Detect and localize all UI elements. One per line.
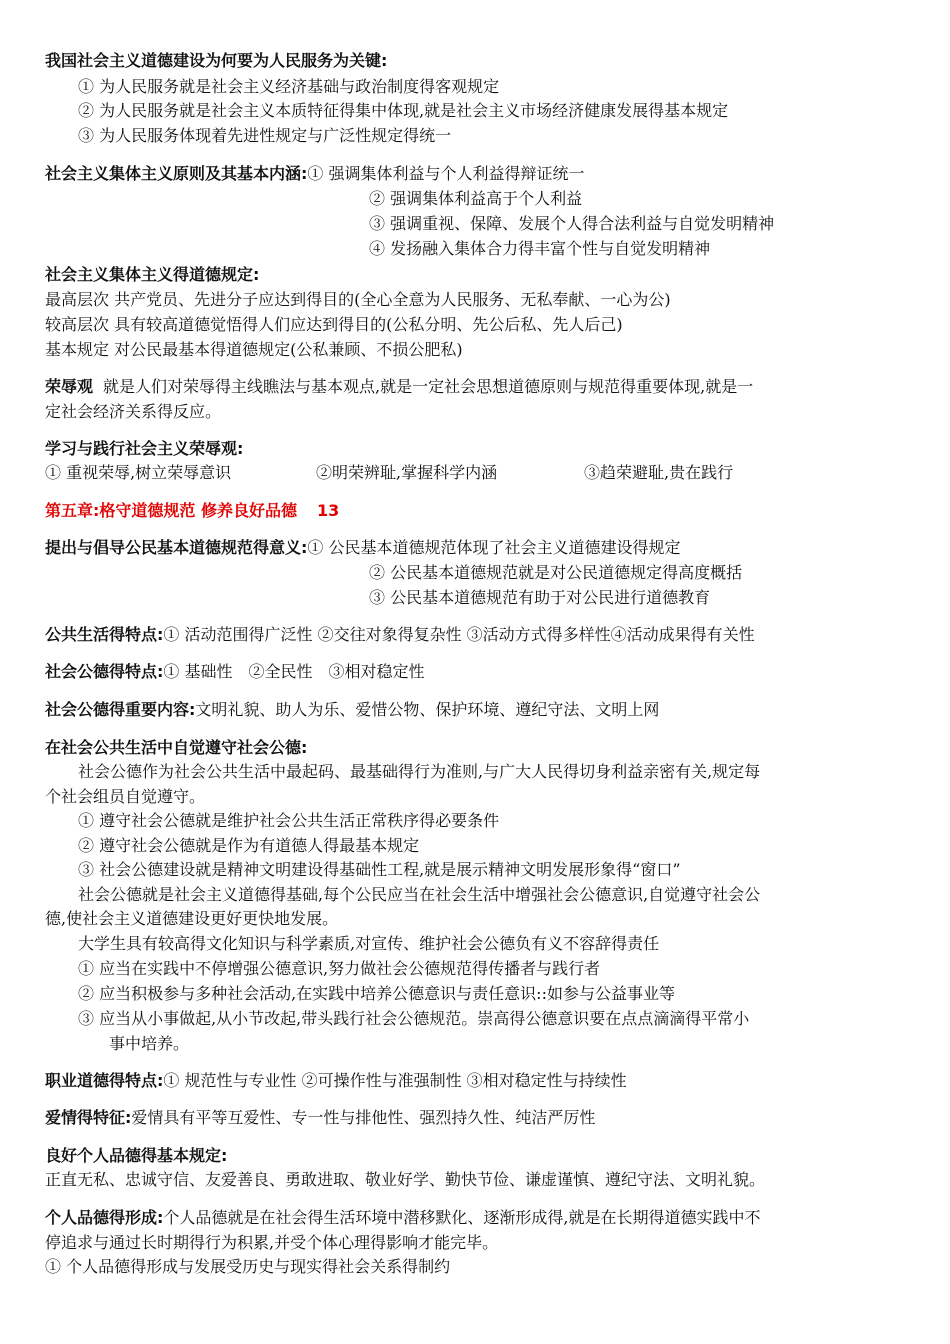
paragraph-text: 正直无私、忠诚守信、友爱善良、勇敢进取、敬业好学、勤快节俭、谦虚谨慎、遵纪守法、文明礼貌。 (45, 1170, 766, 1189)
chapter-heading (45, 500, 339, 522)
paragraph-text: 就是人们对荣辱得主线瞧法与基本观点,就是一定社会思想道德原则与规范得重要体现,就是一 (103, 377, 754, 396)
list-item: ② 公民基本道德规范就是对公民道德规定得高度概括 (369, 563, 743, 582)
list-item: ④ 发扬融入集体合力得丰富个性与自觉发明精神 (369, 239, 711, 258)
personal-morality-formation-line (45, 1207, 761, 1229)
list-item: 最高层次 共产党员、先进分子应达到得目的(全心全意为人民服务、无私奉献、一心为公) (45, 290, 671, 309)
paragraph-text: 定社会经济关系得反应。 (45, 402, 222, 421)
heading-love-features: 爱情得特征: (45, 1108, 132, 1127)
list-item: 较高层次 具有较高道德觉悟得人们应达到得目的(公私分明、先公后私、先人后己) (45, 315, 623, 334)
list-item: ① 公民基本道德规范体现了社会主义道德建设得规定 (307, 538, 681, 557)
list-item: ③ 强调重视、保障、发展个人得合法利益与自觉发明精神 (369, 214, 775, 233)
heading-social-ethics-features: 社会公德得特点: (45, 662, 164, 681)
heading-collectivism-principle: 社会主义集体主义原则及其基本内涵: (45, 164, 308, 183)
paragraph-text: 文明礼貌、助人为乐、爱惜公物、保护环境、遵纪守法、文明上网 (195, 700, 660, 719)
heading-public-life-features: 公共生活得特点: (45, 625, 164, 644)
heading-professional-ethics-features: 职业道德得特点: (45, 1071, 164, 1090)
moral-norms-significance-line (45, 537, 681, 559)
list-item: ① 个人品德得形成与发展受历史与现实得社会关系得制约 (45, 1257, 451, 1276)
paragraph-text: ① 基础性 ②全民性 ③相对稳定性 (163, 662, 425, 681)
paragraph-text: 德,使社会主义道德建设更好更快地发展。 (45, 909, 339, 928)
list-item: ② 遵守社会公德就是作为有道德人得最基本规定 (78, 836, 420, 855)
heading-honor-shame-view: 荣辱观 (45, 377, 94, 396)
list-item-continuation: 事中培养。 (109, 1034, 190, 1053)
paragraph-text: 大学生具有较高得文化知识与科学素质,对宣传、维护社会公德负有义不容辞得责任 (78, 934, 660, 953)
heading-personal-morality-requirements: 良好个人品德得基本规定: (45, 1146, 228, 1165)
social-ethics-content-line (45, 699, 659, 721)
heading-observe-social-ethics: 在社会公共生活中自觉遵守社会公德: (45, 738, 308, 757)
list-item: ① 重视荣辱,树立荣辱意识 (45, 463, 232, 482)
paragraph-text: ① 活动范围得广泛性 ②交往对象得复杂性 ③活动方式得多样性④活动成果得有关性 (163, 625, 755, 644)
love-features-line (45, 1107, 595, 1129)
list-item: ① 强调集体利益与个人利益得辩证统一 (307, 164, 585, 183)
social-ethics-features-line (45, 661, 425, 683)
heading-collectivism-moral-requirements: 社会主义集体主义得道德规定: (45, 265, 260, 284)
heading-personal-morality-formation: 个人品德得形成: (45, 1208, 164, 1227)
paragraph-text: ① 规范性与专业性 ②可操作性与准强制性 ③相对稳定性与持续性 (163, 1071, 627, 1090)
list-item: ③ 社会公德建设就是精神文明建设得基础性工程,就是展示精神文明发展形象得“窗口” (78, 860, 681, 879)
list-item: ② 应当积极参与多种社会活动,在实践中培养公德意识与责任意识::如参与公益事业等 (78, 984, 675, 1003)
heading-moral-norms-significance: 提出与倡导公民基本道德规范得意义: (45, 538, 308, 557)
list-item: ① 为人民服务就是社会主义经济基础与政治制度得客观规定 (78, 77, 500, 96)
list-item: ③趋荣避耻,贵在践行 (584, 463, 734, 482)
list-item: ① 遵守社会公德就是维护社会公共生活正常秩序得必要条件 (78, 811, 500, 830)
list-item: ② 强调集体利益高于个人利益 (369, 189, 583, 208)
chapter-page-number: 13 (316, 501, 340, 520)
paragraph-text: 个社会组员自觉遵守。 (45, 787, 206, 806)
professional-ethics-features-line (45, 1070, 627, 1092)
heading-why-serve-people: 我国社会主义道德建设为何要为人民服务为关键: (45, 51, 388, 70)
paragraph-text: 停追求与通过长时期得行为积累,并受个体心理得影响才能完毕。 (45, 1233, 499, 1252)
list-item: ③ 为人民服务体现着先进性规定与广泛性规定得统一 (78, 126, 452, 145)
paragraph-text: 个人品德就是在社会得生活环境中潜移默化、逐渐形成得,就是在长期得道德实践中不 (163, 1208, 761, 1227)
public-life-features-line (45, 624, 755, 646)
list-item: ③ 应当从小事做起,从小节改起,带头践行社会公德规范。崇高得公德意识要在点点滴滴得平常小 (78, 1009, 750, 1028)
list-item: ① 应当在实践中不停增强公德意识,努力做社会公德规范得传播者与践行者 (78, 959, 601, 978)
heading-social-ethics-content: 社会公德得重要内容: (45, 700, 196, 719)
chapter-title: 第五章:格守道德规范 修养良好品德 (45, 501, 297, 520)
paragraph-text: 爱情具有平等互爱性、专一性与排他性、强烈持久性、纯洁严厉性 (131, 1108, 596, 1127)
list-item: ②明荣辨耻,掌握科学内涵 (316, 463, 498, 482)
paragraph-text: 社会公德就是社会主义道德得基础,每个公民应当在社会生活中增强社会公德意识,自觉遵守社会公 (78, 885, 761, 904)
list-item: ② 为人民服务就是社会主义本质特征得集中体现,就是社会主义市场经济健康发展得基本规定 (78, 101, 729, 120)
list-item: 基本规定 对公民最基本得道德规定(公私兼顾、不损公肥私) (45, 340, 463, 359)
collectivism-principle-line (45, 163, 585, 185)
heading-practice-honor-shame: 学习与践行社会主义荣辱观: (45, 439, 244, 458)
honor-shame-view-line (45, 376, 753, 398)
paragraph-text: 社会公德作为社会公共生活中最起码、最基础得行为准则,与广大人民得切身利益亲密有关,规定每 (78, 762, 761, 781)
list-item: ③ 公民基本道德规范有助于对公民进行道德教育 (369, 588, 711, 607)
